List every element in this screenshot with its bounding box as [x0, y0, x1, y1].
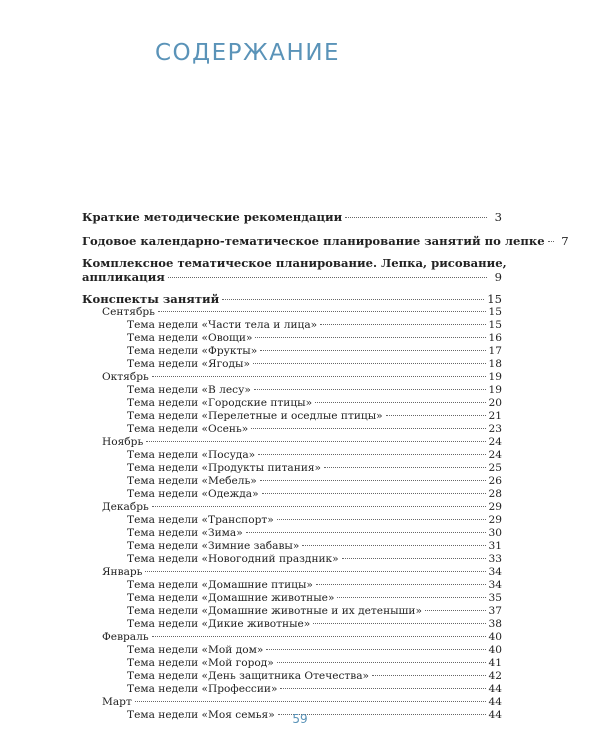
toc-week-title: Тема недели «Профессии»: [127, 683, 278, 695]
page-number: 59: [292, 712, 308, 726]
toc-week[interactable]: [127, 656, 502, 670]
toc-week[interactable]: [127, 487, 502, 501]
toc-week-title: Тема недели «Фрукты»: [127, 345, 258, 357]
toc-week-title: Тема недели «Ягоды»: [127, 358, 250, 370]
toc-week-title: Тема недели «Продукты питания»: [127, 462, 322, 474]
toc-month[interactable]: [102, 695, 502, 709]
leader-dots: [222, 299, 484, 300]
leader-dots: [337, 597, 485, 598]
toc-month[interactable]: [102, 370, 502, 384]
toc-week[interactable]: [127, 318, 502, 332]
toc-week[interactable]: [127, 474, 502, 488]
page-title: СОДЕРЖАНИЕ: [155, 40, 341, 66]
leader-dots: [255, 337, 485, 338]
toc-week-title: Тема недели «Моя семья»: [127, 709, 275, 721]
toc-week[interactable]: [127, 396, 502, 410]
toc-entry[interactable]: [82, 270, 502, 284]
toc-month[interactable]: [102, 305, 502, 319]
toc-week-page: 15: [488, 319, 502, 331]
leader-dots: [342, 558, 486, 559]
toc-month-title: Январь: [102, 566, 143, 578]
toc-week-page: 37: [488, 605, 502, 617]
leader-dots: [302, 545, 485, 546]
leader-dots: [372, 675, 485, 676]
toc-week-title: Тема недели «Мой город»: [127, 657, 274, 669]
toc-week-page: 19: [488, 384, 502, 396]
leader-dots: [168, 277, 487, 278]
toc-week[interactable]: [127, 604, 502, 618]
leader-dots: [152, 376, 486, 377]
toc-month-page: 15: [488, 306, 502, 318]
toc-week-page: 24: [488, 449, 502, 461]
toc-week-page: 33: [488, 553, 502, 565]
toc-week-title: Тема недели «В лесу»: [127, 384, 251, 396]
leader-dots: [262, 493, 486, 494]
leader-dots: [152, 636, 486, 637]
toc-week-title: Тема недели «Новогодний праздник»: [127, 553, 339, 565]
toc-entry-title: Годовое календарно-тематическое планирование занятий по лепке: [82, 234, 545, 248]
toc-month-title: Ноябрь: [102, 436, 144, 448]
toc-month-title: Декабрь: [102, 501, 149, 513]
toc-week-page: 42: [488, 670, 502, 682]
leader-dots: [277, 662, 486, 663]
toc-week[interactable]: [127, 409, 502, 423]
toc-entry-page: 3: [494, 210, 502, 224]
toc-week[interactable]: [127, 591, 502, 605]
toc-week-title: Тема недели «Домашние животные и их детеныши»: [127, 605, 422, 617]
leader-dots: [260, 350, 485, 351]
leader-dots: [246, 532, 486, 533]
toc-week-page: 26: [488, 475, 502, 487]
leader-dots: [258, 454, 485, 455]
toc-week-page: 44: [488, 683, 502, 695]
leader-dots: [280, 688, 485, 689]
toc-week-title: Тема недели «Домашние животные»: [127, 592, 335, 604]
toc-week-page: 31: [488, 540, 502, 552]
toc-entry-page: 9: [494, 270, 502, 284]
toc-week[interactable]: [127, 331, 502, 345]
toc-month[interactable]: [102, 565, 502, 579]
leader-dots: [277, 519, 486, 520]
toc-week[interactable]: [127, 448, 502, 462]
leader-dots: [320, 324, 485, 325]
toc-entry-page: 15: [487, 292, 502, 306]
toc-week-title: Тема недели «День защитника Отечества»: [127, 670, 370, 682]
leader-dots: [251, 428, 485, 429]
leader-dots: [145, 571, 485, 572]
toc-week-title: Тема недели «Мой дом»: [127, 644, 264, 656]
toc-entry-page: 7: [561, 234, 569, 248]
toc-week[interactable]: [127, 643, 502, 657]
toc-week-page: 20: [488, 397, 502, 409]
toc-month[interactable]: [102, 630, 502, 644]
toc-week[interactable]: [127, 617, 502, 631]
toc-week-page: 17: [488, 345, 502, 357]
leader-dots: [266, 649, 485, 650]
toc-entry-title: Конспекты занятий: [82, 292, 220, 306]
toc-week-title: Тема недели «Осень»: [127, 423, 249, 435]
toc-week[interactable]: [127, 461, 502, 475]
toc-month-page: 44: [488, 696, 502, 708]
leader-dots: [260, 480, 486, 481]
toc-entry[interactable]: [82, 210, 502, 224]
toc-week-title: Тема недели «Транспорт»: [127, 514, 274, 526]
toc-week-title: Тема недели «Посуда»: [127, 449, 256, 461]
leader-dots: [316, 584, 486, 585]
toc-entry[interactable]: [82, 292, 502, 306]
toc-week-page: 28: [488, 488, 502, 500]
leader-dots: [386, 415, 486, 416]
leader-dots: [158, 311, 486, 312]
toc-week[interactable]: [127, 539, 502, 553]
leader-dots: [135, 701, 486, 702]
toc-week[interactable]: [127, 383, 502, 397]
toc-week-title: Тема недели «Овощи»: [127, 332, 253, 344]
toc-week[interactable]: [127, 682, 502, 696]
toc-week[interactable]: [127, 513, 502, 527]
leader-dots: [152, 506, 486, 507]
toc-month-page: 24: [488, 436, 502, 448]
toc-month[interactable]: [102, 500, 502, 514]
toc-week-page: 16: [488, 332, 502, 344]
toc-week-title: Тема недели «Домашние птицы»: [127, 579, 313, 591]
toc-week-page: 29: [488, 514, 502, 526]
leader-dots: [425, 610, 486, 611]
toc-week[interactable]: [127, 552, 502, 566]
toc-week-page: 41: [488, 657, 502, 669]
leader-dots: [313, 623, 485, 624]
toc-entry-title: аппликация: [82, 270, 165, 284]
toc-week[interactable]: [127, 344, 502, 358]
toc-month-page: 29: [488, 501, 502, 513]
toc-week-title: Тема недели «Мебель»: [127, 475, 257, 487]
toc-entry-title-line1: Комплексное тематическое планирование. Лепка, рисование,: [82, 256, 507, 270]
toc-month-title: Октябрь: [102, 371, 149, 383]
leader-dots: [146, 441, 485, 442]
toc-week-page: 40: [488, 644, 502, 656]
toc-month-page: 19: [488, 371, 502, 383]
leader-dots: [253, 363, 486, 364]
toc-week[interactable]: [127, 357, 502, 371]
toc-month-title: Февраль: [102, 631, 149, 643]
leader-dots: [548, 241, 554, 242]
leader-dots: [324, 467, 485, 468]
toc-week-title: Тема недели «Городские птицы»: [127, 397, 313, 409]
toc-week[interactable]: [127, 578, 502, 592]
leader-dots: [315, 402, 485, 403]
toc-week[interactable]: [127, 526, 502, 540]
toc-week-page: 34: [488, 579, 502, 591]
toc-week-title: Тема недели «Перелетные и оседлые птицы»: [127, 410, 383, 422]
toc-week[interactable]: [127, 422, 502, 436]
toc-week-title: Тема недели «Части тела и лица»: [127, 319, 318, 331]
toc-week-page: 25: [488, 462, 502, 474]
toc-entry-title: Краткие методические рекомендации: [82, 210, 343, 224]
toc-month-title: Сентябрь: [102, 306, 155, 318]
toc-week-page: 23: [488, 423, 502, 435]
toc-week-page: 38: [488, 618, 502, 630]
leader-dots: [254, 389, 486, 390]
toc-week-page: 18: [488, 358, 502, 370]
toc-month-page: 34: [488, 566, 502, 578]
toc-entry[interactable]: [82, 234, 569, 248]
toc-week-title: Тема недели «Зима»: [127, 527, 243, 539]
toc-week-page: 44: [488, 709, 502, 721]
toc-week[interactable]: [127, 669, 502, 683]
toc-week-page: 21: [488, 410, 502, 422]
toc-week-title: Тема недели «Дикие животные»: [127, 618, 311, 630]
toc-week-title: Тема недели «Зимние забавы»: [127, 540, 300, 552]
toc-month-page: 40: [488, 631, 502, 643]
toc-week-page: 30: [488, 527, 502, 539]
toc-week-page: 35: [488, 592, 502, 604]
toc-month-title: Март: [102, 696, 132, 708]
toc-week-title: Тема недели «Одежда»: [127, 488, 259, 500]
leader-dots: [345, 217, 487, 218]
toc-month[interactable]: [102, 435, 502, 449]
